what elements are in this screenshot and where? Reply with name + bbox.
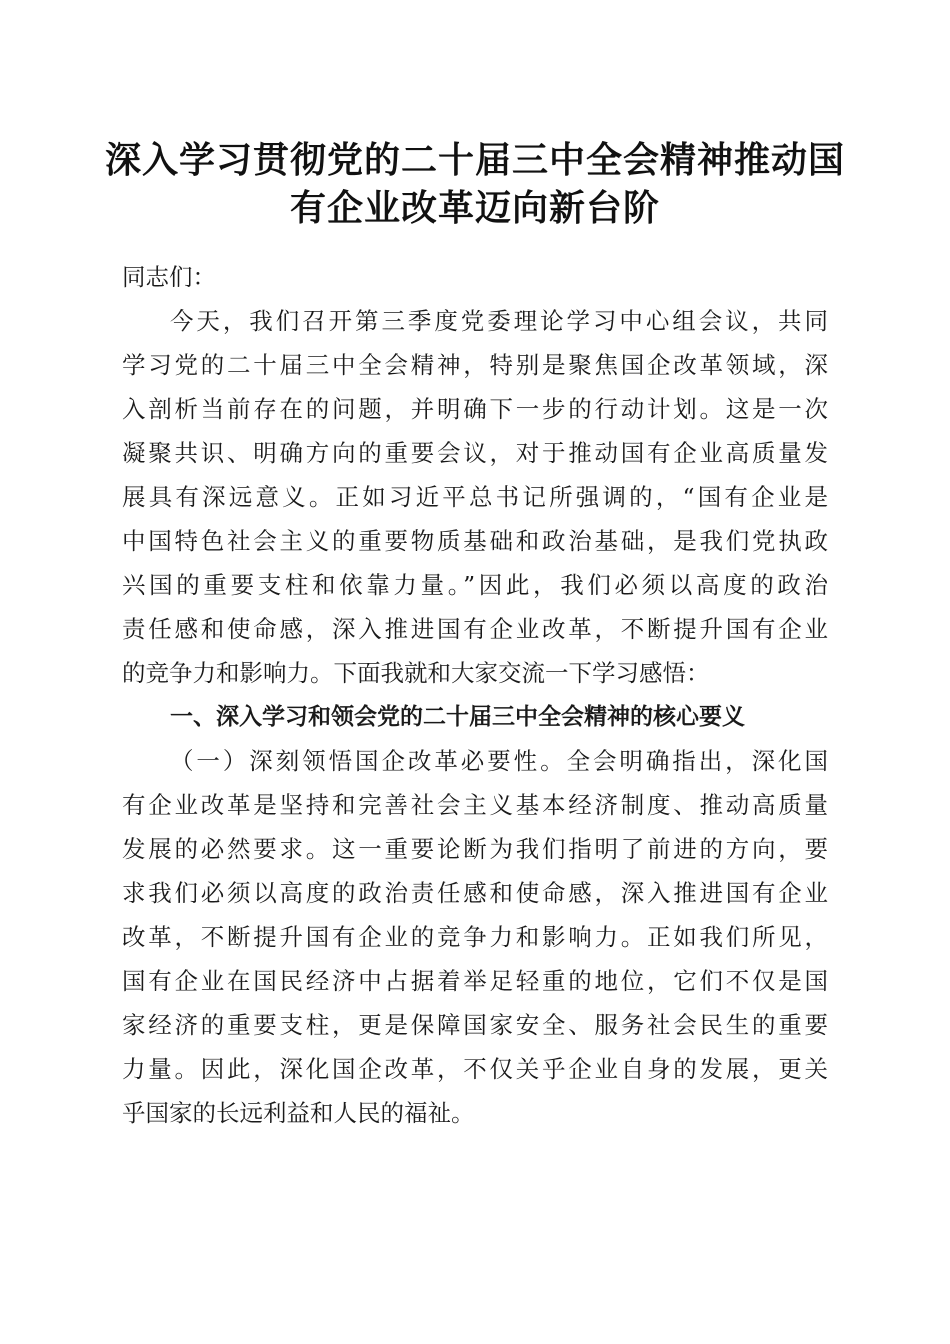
- para1-line: 展具有深远意义。正如习近平总书记所强调的，“国有企业是: [122, 483, 828, 511]
- para1-line: 的竞争力和影响力。下面我就和大家交流一下学习感悟：: [122, 659, 710, 687]
- section-heading-1: 一、深入学习和领会党的二十届三中全会精神的核心要义: [170, 704, 745, 730]
- document-title-line-1: 深入学习贯彻党的二十届三中全会精神推动国: [104, 139, 845, 181]
- subsection-label: （一）深刻领悟国企改革必要性。: [170, 747, 567, 775]
- para2-line: 有企业改革是坚持和完善社会主义基本经济制度、推动高质量: [122, 791, 828, 819]
- para2-line: 国有企业在国民经济中占据着举足轻重的地位，它们不仅是国: [122, 967, 828, 995]
- para2-line: 发展的必然要求。这一重要论断为我们指明了前进的方向，要: [122, 835, 828, 863]
- document-title-line-2: 有企业改革迈向新台阶: [289, 187, 660, 229]
- para2-line: 力量。因此，深化国企改革，不仅关乎企业自身的发展，更关: [122, 1055, 828, 1083]
- para1-line: 凝聚共识、明确方向的重要会议，对于推动国有企业高质量发: [122, 439, 828, 467]
- para1-line: 今天，我们召开第三季度党委理论学习中心组会议，共同: [170, 307, 828, 335]
- para2-line: 家经济的重要支柱，更是保障国家安全、服务社会民生的重要: [122, 1011, 828, 1039]
- para1-line: 入剖析当前存在的问题，并明确下一步的行动计划。这是一次: [122, 395, 828, 423]
- para2-first-line-rest: 全会明确指出，深化国: [566, 747, 828, 775]
- para1-line: 中国特色社会主义的重要物质基础和政治基础，是我们党执政: [122, 527, 828, 555]
- para2-line: 求我们必须以高度的政治责任感和使命感，深入推进国有企业: [122, 879, 828, 907]
- para1-line: 兴国的重要支柱和依靠力量。”因此，我们必须以高度的政治: [122, 571, 828, 599]
- salutation: 同志们：: [122, 263, 216, 291]
- para1-line: 责任感和使命感，深入推进国有企业改革，不断提升国有企业: [122, 615, 828, 643]
- para2-line: 改革，不断提升国有企业的竞争力和影响力。正如我们所见，: [122, 923, 828, 951]
- para1-line: 学习党的二十届三中全会精神，特别是聚焦国企改革领域，深: [122, 351, 828, 379]
- para2-line: 乎国家的长远利益和人民的福祉。: [122, 1099, 475, 1127]
- para2-first-line: [170, 742, 828, 782]
